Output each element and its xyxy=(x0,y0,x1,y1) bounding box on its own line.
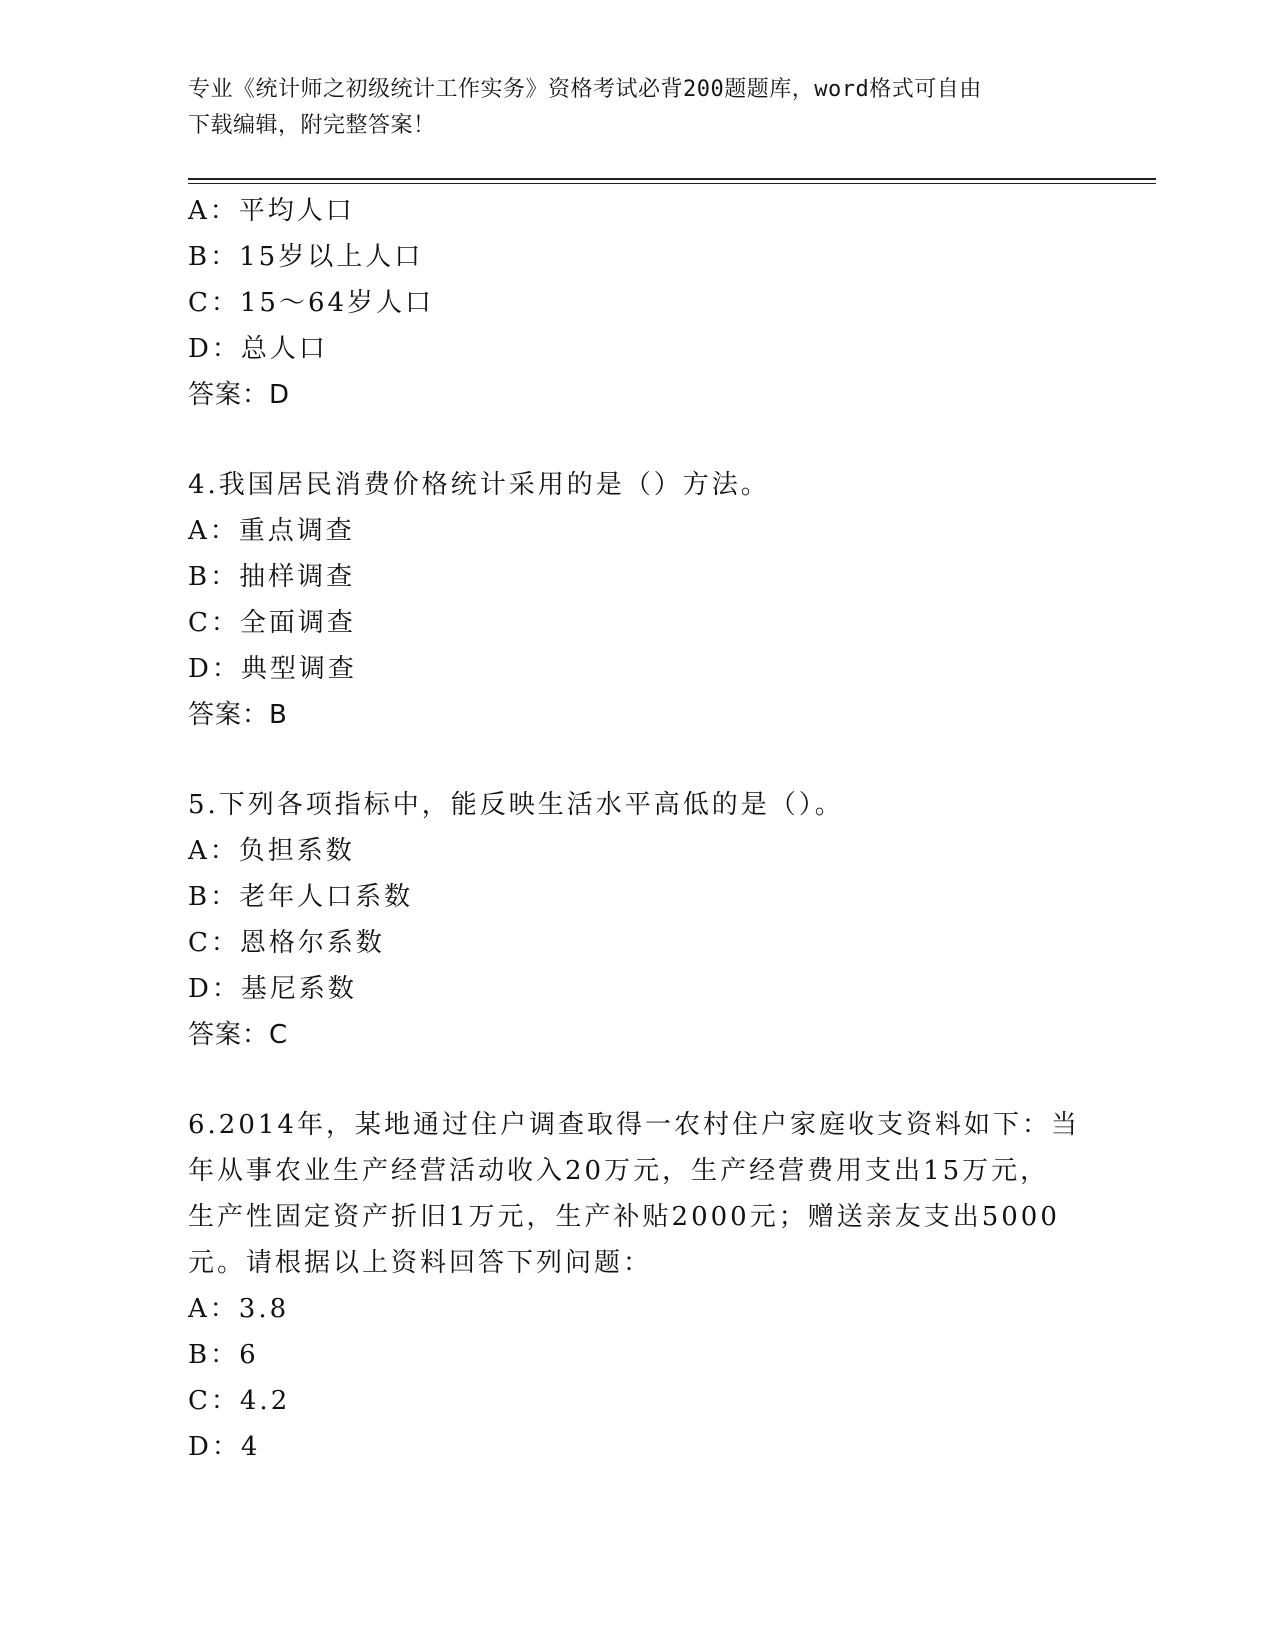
option-b: B：6 xyxy=(188,1340,259,1370)
option-b: B：15岁以上人口 xyxy=(188,242,424,272)
question-title-line-4: 元。请根据以上资料回答下列问题： xyxy=(188,1248,653,1278)
question-title-line-2: 年从事农业生产经营活动收入20万元，生产经营费用支出15万元， xyxy=(188,1156,1050,1186)
header-divider-thick xyxy=(188,178,1156,180)
question-title: 4.我国居民消费价格统计采用的是（）方法。 xyxy=(188,470,770,500)
header-divider-thin xyxy=(188,183,1156,184)
option-d: D：基尼系数 xyxy=(188,974,357,1004)
header-line-1: 专业《统计师之初级统计工作实务》资格考试必背200题题库，word格式可自由 xyxy=(188,77,982,102)
header-line-2: 下载编辑，附完整答案！ xyxy=(188,113,436,138)
document-header xyxy=(188,72,1088,144)
option-c: C：4.2 xyxy=(188,1386,291,1416)
option-d: D：总人口 xyxy=(188,334,328,364)
option-d: D：4 xyxy=(188,1432,261,1462)
answer-line: 答案：C xyxy=(188,1020,289,1050)
option-a: A：重点调查 xyxy=(188,516,355,546)
option-b: B：抽样调查 xyxy=(188,562,356,592)
option-a: A：平均人口 xyxy=(188,196,355,226)
option-a: A：负担系数 xyxy=(188,836,355,866)
option-c: C：15～64岁人口 xyxy=(188,288,435,318)
option-d: D：典型调查 xyxy=(188,654,357,684)
answer-line: 答案：B xyxy=(188,700,288,730)
answer-line: 答案：D xyxy=(188,380,291,410)
question-list xyxy=(188,188,1088,1470)
question-6 xyxy=(188,1102,1088,1470)
question-title-line-1: 6.2014年，某地通过住户调查取得一农村住户家庭收支资料如下：当 xyxy=(188,1110,1080,1140)
question-3-partial xyxy=(188,188,1088,418)
option-b: B：老年人口系数 xyxy=(188,882,414,912)
question-title: 5.下列各项指标中，能反映生活水平高低的是（）。 xyxy=(188,790,844,820)
question-4 xyxy=(188,462,1088,738)
question-title-line-3: 生产性固定资产折旧1万元，生产补贴2000元；赠送亲友支出5000 xyxy=(188,1202,1060,1232)
question-5 xyxy=(188,782,1088,1058)
option-a: A：3.8 xyxy=(188,1294,290,1324)
option-c: C：恩格尔系数 xyxy=(188,928,385,958)
option-c: C：全面调查 xyxy=(188,608,356,638)
